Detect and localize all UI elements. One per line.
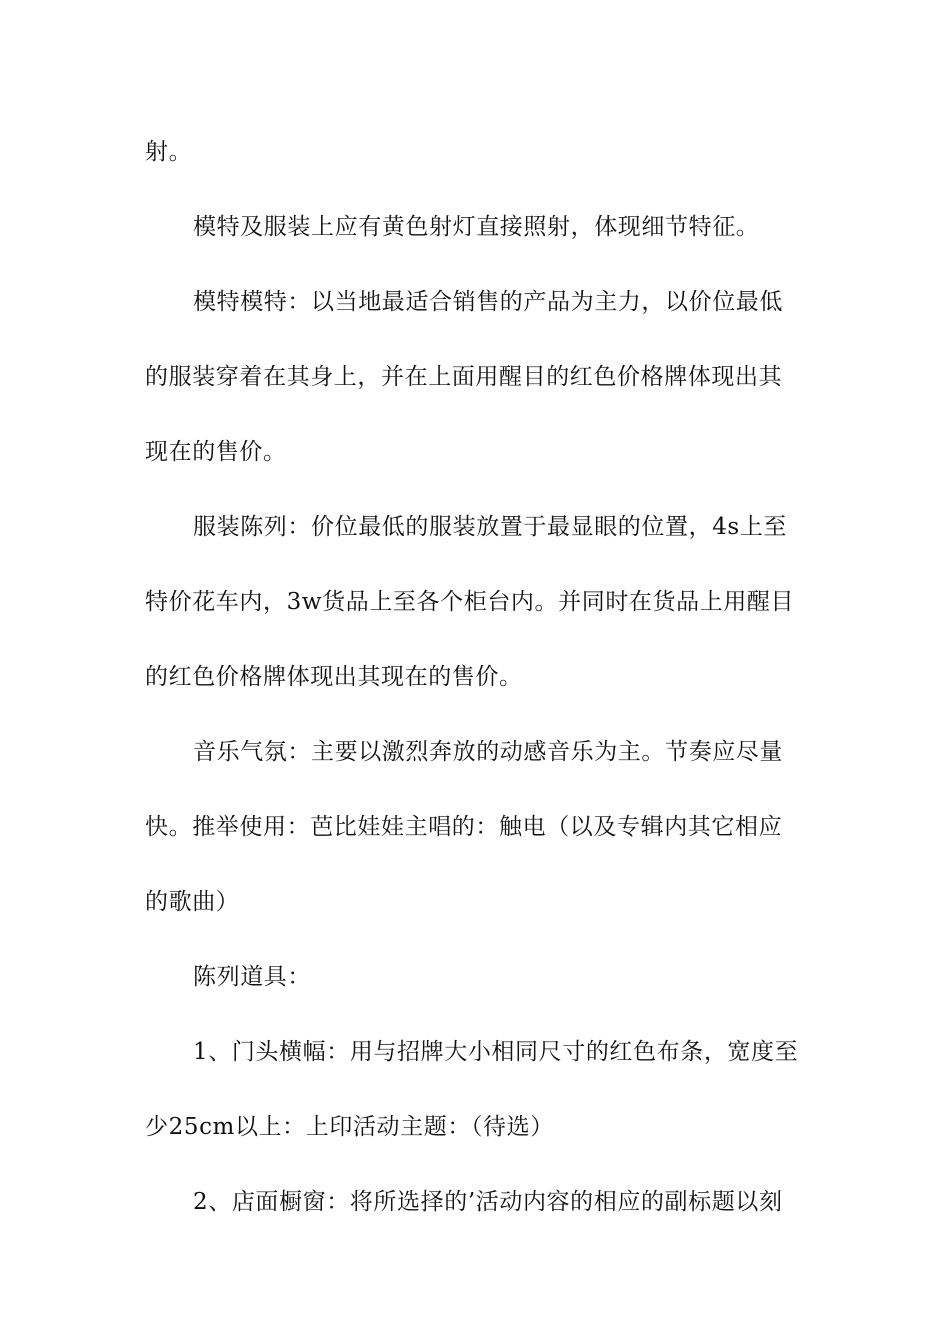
text-line: 快。推举使用：芭比娃娃主唱的：触电（以及专辑内其它相应 — [145, 814, 783, 840]
text-line: 模特模特：以当地最适合销售的产品为主力，以价位最低 — [193, 289, 783, 315]
text-line: 的服装穿着在其身上，并在上面用醒目的红色价格牌体现出其 — [145, 364, 783, 390]
text-line: 的红色价格牌体现出其现在的售价。 — [145, 664, 523, 690]
text-line: 2、店面橱窗：将所选择的’活动内容的相应的副标题以刻 — [193, 1189, 783, 1215]
text-line: 模特及服装上应有黄色射灯直接照射，体现细节特征。 — [193, 214, 760, 240]
text-line: 服装陈列：价位最低的服装放置于最显眼的位置，4s上至 — [193, 514, 788, 540]
text-line: 特价花车内，3w货品上至各个柜台内。并同时在货品上用醒目 — [145, 589, 795, 615]
text-line: 陈列道具： — [193, 964, 311, 990]
text-line: 音乐气氛：主要以激烈奔放的动感音乐为主。节奏应尽量 — [193, 739, 783, 765]
text-line: 射。 — [145, 139, 193, 165]
text-line: 的歌曲） — [145, 889, 240, 915]
text-line: 现在的售价。 — [145, 439, 287, 465]
text-line: 1、门头横幅：用与招牌大小相同尺寸的红色布条，宽度至 — [193, 1039, 799, 1065]
text-line: 少25cm以上：上印活动主题：（待选） — [145, 1114, 554, 1140]
